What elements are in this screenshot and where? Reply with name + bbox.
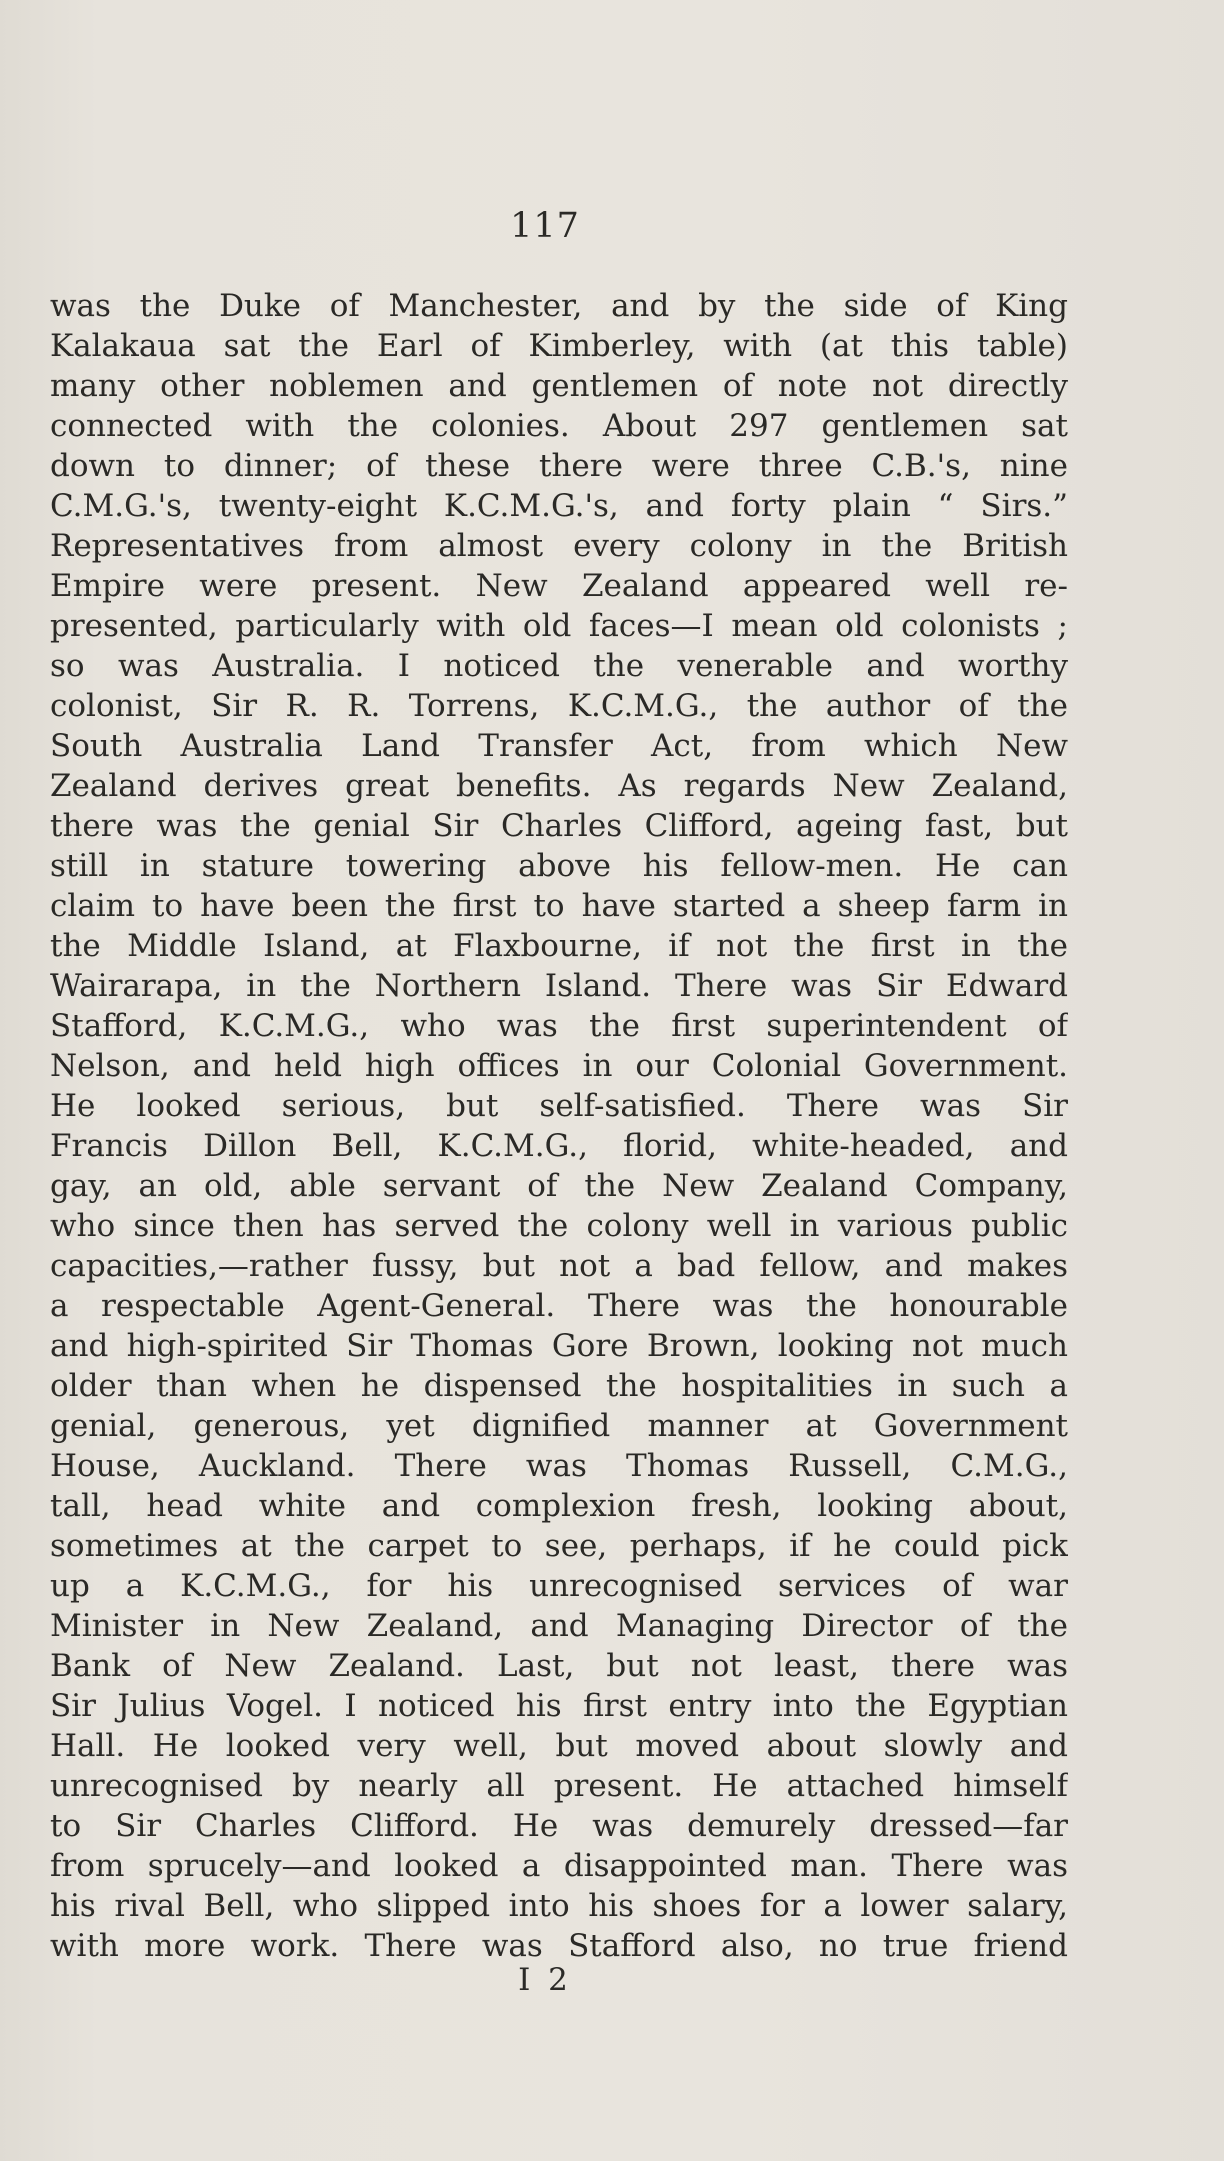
text-line: He looked serious, but self-satisfied. There was Sir [50, 1088, 1068, 1124]
text-line: Francis Dillon Bell, K.C.M.G., florid, white-headed, and [50, 1128, 1068, 1164]
text-line: from sprucely—and looked a disappointed man. There was [50, 1848, 1068, 1884]
text-line: and high-spirited Sir Thomas Gore Brown, looking not much [50, 1328, 1068, 1364]
body-text [50, 286, 1068, 1966]
text-line: Stafford, K.C.M.G., who was the first superintendent of [50, 1008, 1068, 1044]
text-line: a respectable Agent-General. There was the honourable [50, 1288, 1068, 1324]
text-line: Bank of New Zealand. Last, but not least, there was [50, 1648, 1068, 1684]
text-line: Sir Julius Vogel. I noticed his first entry into the Egyptian [50, 1688, 1068, 1724]
text-line: C.M.G.'s, twenty-eight K.C.M.G.'s, and forty plain “ Sirs.” [50, 488, 1068, 524]
text-line: Kalakaua sat the Earl of Kimberley, with (at this table) [50, 328, 1068, 364]
text-line: so was Australia. I noticed the venerable and worthy [50, 648, 1068, 684]
signature-mark: I 2 [518, 1962, 572, 1998]
text-line: Wairarapa, in the Northern Island. There was Sir Edward [50, 968, 1068, 1004]
text-line: up a K.C.M.G., for his unrecognised services of war [50, 1568, 1068, 1604]
text-line: there was the genial Sir Charles Clifford, ageing fast, but [50, 808, 1068, 844]
text-line: with more work. There was Stafford also, no true friend [50, 1928, 1068, 1964]
page-number: 117 [510, 206, 580, 246]
text-line: Hall. He looked very well, but moved about slowly and [50, 1728, 1068, 1764]
text-line: was the Duke of Manchester, and by the side of King [50, 288, 1068, 324]
text-line: unrecognised by nearly all present. He attached himself [50, 1768, 1068, 1804]
text-line: older than when he dispensed the hospitalities in such a [50, 1368, 1068, 1404]
text-line: still in stature towering above his fellow-men. He can [50, 848, 1068, 884]
text-line: Nelson, and held high offices in our Colonial Government. [50, 1048, 1068, 1084]
text-line: South Australia Land Transfer Act, from which New [50, 728, 1068, 764]
text-line: down to dinner; of these there were three C.B.'s, nine [50, 448, 1068, 484]
text-line: Empire were present. New Zealand appeared well re- [50, 568, 1068, 604]
text-line: claim to have been the first to have started a sheep farm in [50, 888, 1068, 924]
text-line: Zealand derives great benefits. As regards New Zealand, [50, 768, 1068, 804]
text-line: to Sir Charles Clifford. He was demurely dressed—far [50, 1808, 1068, 1844]
text-line: gay, an old, able servant of the New Zealand Company, [50, 1168, 1068, 1204]
text-line: Representatives from almost every colony in the British [50, 528, 1068, 564]
text-line: colonist, Sir R. R. Torrens, K.C.M.G., the author of the [50, 688, 1068, 724]
text-line: tall, head white and complexion fresh, looking about, [50, 1488, 1068, 1524]
text-line: genial, generous, yet dignified manner at Government [50, 1408, 1068, 1444]
text-line: the Middle Island, at Flaxbourne, if not the first in the [50, 928, 1068, 964]
text-line: capacities,—rather fussy, but not a bad fellow, and makes [50, 1248, 1068, 1284]
text-line: presented, particularly with old faces—I mean old colonists ; [50, 608, 1068, 644]
text-line: who since then has served the colony well in various public [50, 1208, 1068, 1244]
text-line: House, Auckland. There was Thomas Russell, C.M.G., [50, 1448, 1068, 1484]
text-line: his rival Bell, who slipped into his shoes for a lower salary, [50, 1888, 1068, 1924]
text-line: connected with the colonies. About 297 gentlemen sat [50, 408, 1068, 444]
text-line: Minister in New Zealand, and Managing Director of the [50, 1608, 1068, 1644]
text-line: many other noblemen and gentlemen of note not directly [50, 368, 1068, 404]
text-line: sometimes at the carpet to see, perhaps, if he could pick [50, 1528, 1068, 1564]
